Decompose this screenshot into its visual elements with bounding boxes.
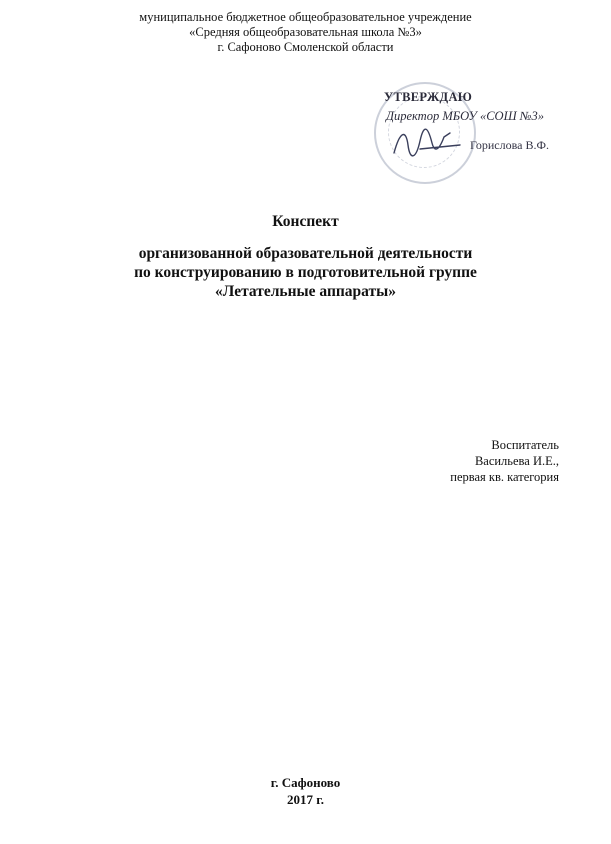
document-heading: Конспект	[272, 213, 339, 230]
subtitle-line-2: по конструированию в подготовительной группе	[134, 264, 477, 281]
signature-icon	[390, 123, 470, 163]
institution-type: муниципальное бюджетное общеобразовательное учреждение	[139, 10, 472, 24]
subtitle-line-1: организованной образовательной деятельности	[138, 245, 473, 262]
document-footer	[0, 774, 611, 808]
author-role: Воспитатель	[491, 438, 559, 452]
approval-title: УТВЕРЖДАЮ	[384, 90, 473, 104]
author-category: первая кв. категория	[450, 470, 559, 484]
document-subtitle	[0, 244, 611, 301]
institution-header	[0, 10, 611, 55]
footer-city: г. Сафоново	[270, 775, 341, 790]
institution-location: г. Сафоново Смоленской области	[217, 40, 394, 54]
director-name: Горислова В.Ф.	[470, 138, 549, 152]
footer-year: 2017 г.	[287, 792, 324, 807]
institution-name: «Средняя общеобразовательная школа №3»	[189, 25, 422, 39]
author-block	[450, 437, 559, 485]
approval-stamp-block	[360, 78, 600, 190]
author-name: Васильева И.Е.,	[474, 454, 559, 468]
approval-position: Директор МБОУ «СОШ №3»	[386, 109, 545, 123]
subtitle-line-3: «Летательные аппараты»	[215, 283, 396, 300]
